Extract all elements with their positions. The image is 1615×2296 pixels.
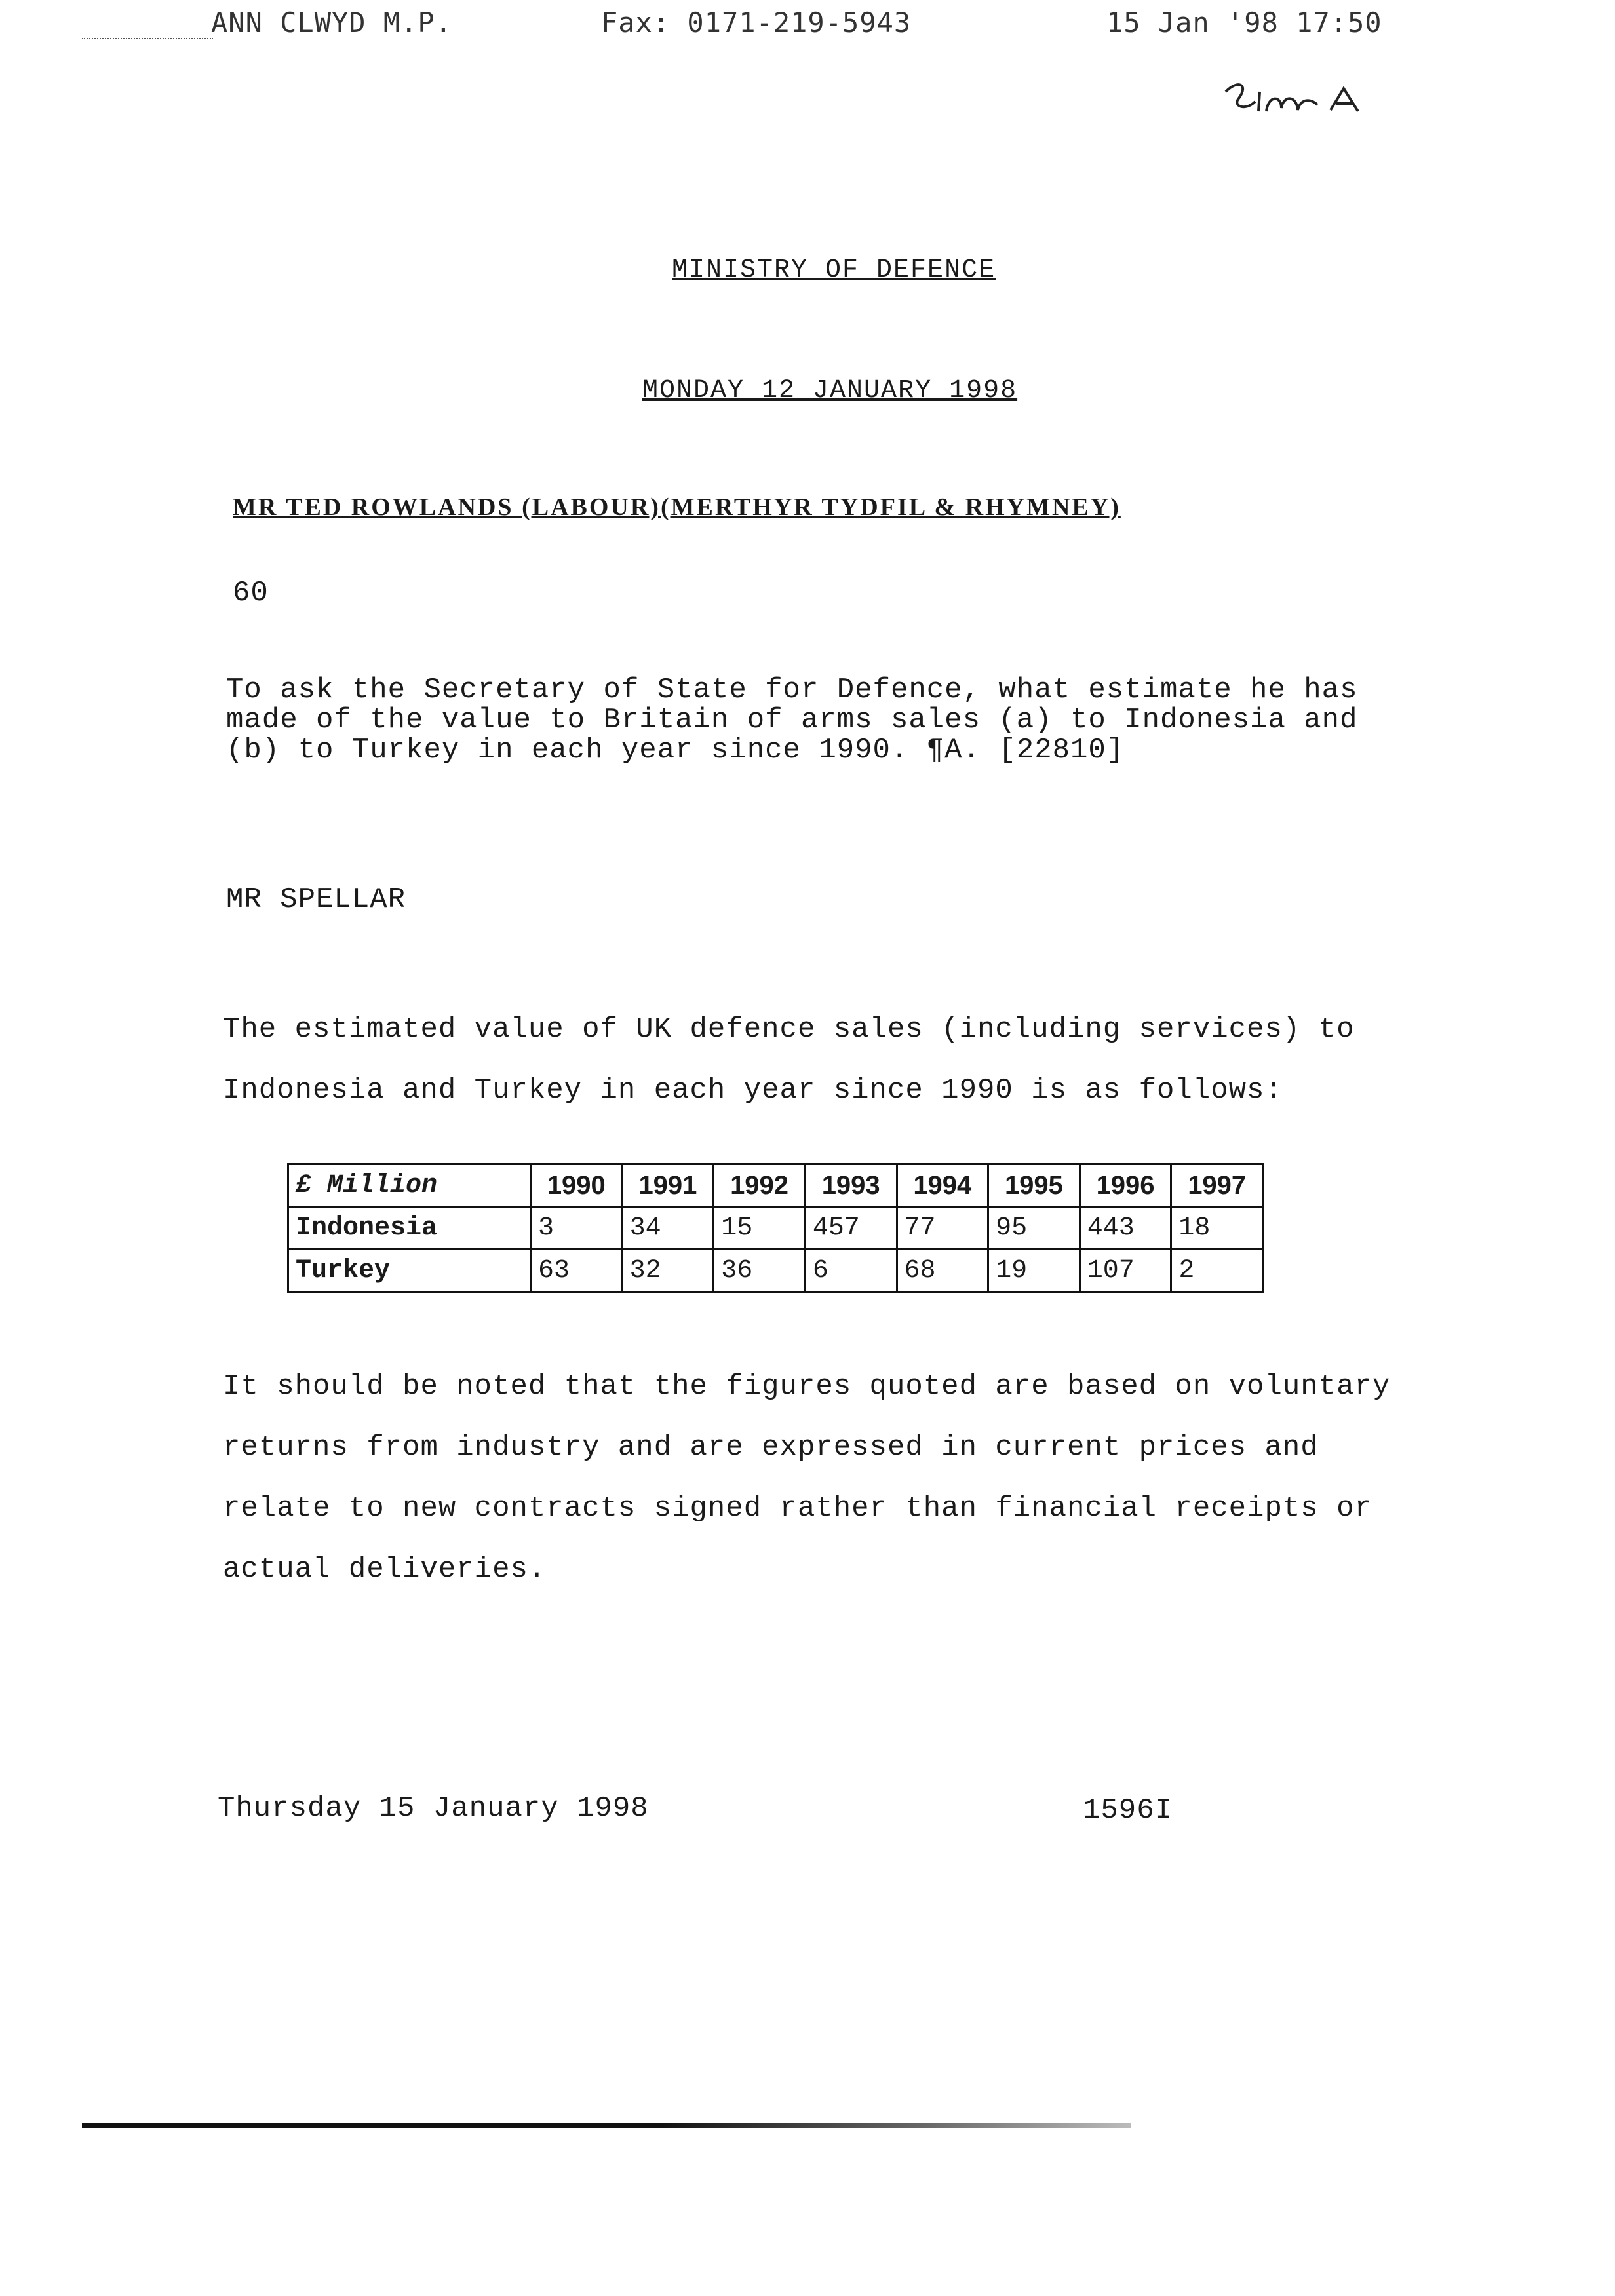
table-cell: 6	[805, 1250, 897, 1292]
department-heading: MINISTRY OF DEFENCE	[672, 256, 996, 285]
year-header: 1997	[1171, 1164, 1263, 1207]
table-cell: 34	[622, 1207, 714, 1250]
year-header: 1992	[714, 1164, 806, 1207]
answer-line: The estimated value of UK defence sales (including services) to	[223, 1013, 1355, 1046]
table-cell: 3	[531, 1207, 623, 1250]
respondent-name: MR SPELLAR	[226, 883, 406, 916]
handwritten-note	[1219, 66, 1376, 128]
table-cell: 457	[805, 1207, 897, 1250]
table-cell: 15	[714, 1207, 806, 1250]
table-cell: 19	[988, 1250, 1080, 1292]
note-line: actual deliveries.	[223, 1553, 547, 1586]
fax-number: Fax: 0171-219-5943	[601, 7, 912, 39]
table-cell: 36	[714, 1250, 806, 1292]
question-number: 60	[233, 577, 269, 609]
bottom-rule	[82, 2123, 1131, 2128]
table-cell: 107	[1080, 1250, 1171, 1292]
answer-line: Indonesia and Turkey in each year since 1990 is as follows:	[223, 1074, 1283, 1107]
country-label: Indonesia	[288, 1207, 531, 1250]
table-cell: 443	[1080, 1207, 1171, 1250]
handwritten-signature-icon	[1219, 66, 1376, 124]
question-line: made of the value to Britain of arms sales (a) to Indonesia and	[226, 704, 1358, 737]
footer-date: Thursday 15 January 1998	[218, 1792, 649, 1825]
year-header: 1995	[988, 1164, 1080, 1207]
question-line: (b) to Turkey in each year since 1990. ¶A. [22810]	[226, 734, 1125, 767]
year-header: 1996	[1080, 1164, 1171, 1207]
country-label: Turkey	[288, 1250, 531, 1292]
fax-sender: ANN CLWYD M.P.	[211, 7, 453, 39]
answer-intro	[223, 999, 1468, 1121]
question-text	[226, 675, 1445, 765]
table-cell: 63	[531, 1250, 623, 1292]
table-cell: 77	[897, 1207, 988, 1250]
table-cell: 32	[622, 1250, 714, 1292]
footer-reference: 1596I	[1083, 1794, 1173, 1827]
table-cell: 68	[897, 1250, 988, 1292]
table-cell: 2	[1171, 1250, 1263, 1292]
note-line: relate to new contracts signed rather than financial receipts or	[223, 1492, 1372, 1525]
document-date: MONDAY 12 JANUARY 1998	[642, 376, 1018, 406]
table-row	[288, 1250, 1263, 1292]
table-cell: 95	[988, 1207, 1080, 1250]
member-name: MR TED ROWLANDS (LABOUR)(MERTHYR TYDFIL & RHYMNEY)	[233, 493, 1121, 521]
fax-datetime: 15 Jan '98 17:50	[1106, 7, 1382, 39]
year-header: 1994	[897, 1164, 988, 1207]
note-line: It should be noted that the figures quoted are based on voluntary	[223, 1370, 1391, 1403]
note-line: returns from industry and are expressed in current prices and	[223, 1431, 1319, 1464]
fax-header-rule	[82, 38, 213, 39]
table-header-row	[288, 1164, 1263, 1207]
table-cell: 18	[1171, 1207, 1263, 1250]
question-line: To ask the Secretary of State for Defence, what estimate he has	[226, 674, 1358, 706]
year-header: 1993	[805, 1164, 897, 1207]
table-corner-label: £ Million	[288, 1164, 531, 1207]
table-row	[288, 1207, 1263, 1250]
defence-sales-table	[287, 1163, 1264, 1293]
note-paragraph	[223, 1356, 1468, 1600]
year-header: 1991	[622, 1164, 714, 1207]
year-header: 1990	[531, 1164, 623, 1207]
